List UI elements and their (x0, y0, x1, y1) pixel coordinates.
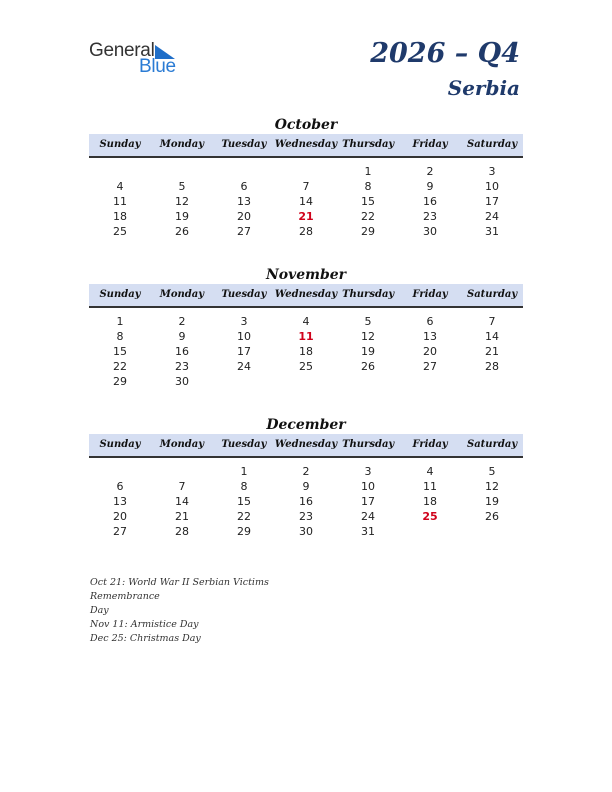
holiday-date-cell: 11 (298, 330, 314, 343)
date-cell (275, 164, 337, 179)
date-cell: 22 (237, 510, 251, 523)
weekday-label: Thursday (342, 289, 395, 300)
date-cell: 4 (116, 180, 124, 193)
month-name: October (274, 117, 338, 133)
date-cell: 13 (423, 330, 437, 343)
date-cell: 24 (361, 510, 375, 523)
week-row (89, 224, 523, 239)
date-cell: 18 (299, 345, 313, 358)
weekday-label: Thursday (342, 439, 395, 450)
date-cell: 10 (237, 330, 251, 343)
date-cell (89, 164, 151, 179)
date-cell: 9 (426, 180, 434, 193)
week-row (89, 194, 523, 209)
month-calendar (89, 266, 523, 389)
date-cell: 22 (113, 360, 127, 373)
holiday-note: Dec 25: Christmas Day (90, 633, 201, 644)
date-cell: 13 (113, 495, 127, 508)
holiday-date-cell: 21 (298, 210, 314, 223)
week-row (89, 494, 523, 509)
weekday-label: Saturday (466, 289, 518, 300)
date-cell: 14 (299, 195, 313, 208)
date-cell: 23 (299, 510, 313, 523)
date-cell: 25 (299, 360, 313, 373)
date-cell: 26 (485, 510, 499, 523)
date-cell: 2 (178, 315, 186, 328)
date-cell: 20 (113, 510, 127, 523)
date-cell (399, 374, 461, 389)
date-cell: 15 (237, 495, 251, 508)
date-cell: 19 (361, 345, 375, 358)
date-cell: 14 (175, 495, 189, 508)
week-row (89, 479, 523, 494)
date-cell: 3 (240, 315, 248, 328)
week-row (89, 524, 523, 539)
weekday-header (89, 284, 523, 308)
holiday-date-cell: 25 (422, 510, 438, 523)
weekday-label: Friday (412, 139, 448, 150)
date-cell: 21 (175, 510, 189, 523)
date-cell: 23 (423, 210, 437, 223)
date-cell: 18 (113, 210, 127, 223)
weekday-label: Monday (159, 139, 205, 150)
weekday-label: Saturday (466, 439, 518, 450)
date-cell: 26 (175, 225, 189, 238)
date-cell: 7 (302, 180, 310, 193)
week-row (89, 359, 523, 374)
week-row (89, 509, 523, 524)
week-row (89, 179, 523, 194)
date-cell (461, 374, 523, 389)
logo-text-blue: Blue (139, 56, 176, 77)
date-cell: 8 (364, 180, 372, 193)
date-cell: 10 (361, 480, 375, 493)
holiday-note: Oct 21: World War II Serbian Victims Remembrance (90, 577, 269, 602)
date-cell: 27 (237, 225, 251, 238)
date-cell: 4 (426, 465, 434, 478)
date-cell: 12 (175, 195, 189, 208)
date-cell: 24 (485, 210, 499, 223)
date-cell: 28 (299, 225, 313, 238)
date-cell: 31 (485, 225, 499, 238)
country-subtitle: Serbia (447, 76, 520, 100)
date-cell: 16 (423, 195, 437, 208)
date-cell: 20 (237, 210, 251, 223)
date-cell: 5 (364, 315, 372, 328)
date-cell: 7 (488, 315, 496, 328)
date-cell: 14 (485, 330, 499, 343)
date-cell (213, 374, 275, 389)
date-cell: 24 (237, 360, 251, 373)
date-cell (275, 374, 337, 389)
date-cell (337, 374, 399, 389)
date-cell: 28 (485, 360, 499, 373)
date-cell (213, 164, 275, 179)
date-cell: 5 (488, 465, 496, 478)
weekday-label: Wednesday (274, 139, 338, 150)
date-cell (151, 164, 213, 179)
date-cell: 6 (116, 480, 124, 493)
holiday-note: Day (90, 605, 109, 616)
date-cell: 29 (237, 525, 251, 538)
date-cell: 1 (116, 315, 124, 328)
date-cell: 27 (113, 525, 127, 538)
date-cell (399, 524, 461, 539)
weekday-label: Wednesday (274, 439, 338, 450)
weekday-header (89, 434, 523, 458)
date-cell: 15 (361, 195, 375, 208)
week-row (89, 209, 523, 224)
date-cell: 6 (426, 315, 434, 328)
month-calendar (89, 416, 523, 539)
date-cell: 4 (302, 315, 310, 328)
weekday-label: Sunday (99, 139, 141, 150)
month-name: November (265, 267, 347, 283)
date-cell: 19 (175, 210, 189, 223)
date-cell: 2 (426, 165, 434, 178)
date-cell (89, 464, 151, 479)
date-cell: 9 (302, 480, 310, 493)
date-cell: 16 (175, 345, 189, 358)
weekday-label: Saturday (466, 139, 518, 150)
date-cell: 10 (485, 180, 499, 193)
weekday-label: Friday (412, 289, 448, 300)
date-cell: 2 (302, 465, 310, 478)
date-cell: 21 (485, 345, 499, 358)
date-cell: 12 (485, 480, 499, 493)
date-cell: 9 (178, 330, 186, 343)
date-cell: 15 (113, 345, 127, 358)
date-cell: 6 (240, 180, 248, 193)
holiday-notes (90, 576, 330, 646)
date-cell: 1 (364, 165, 372, 178)
date-cell: 16 (299, 495, 313, 508)
date-cell: 8 (116, 330, 124, 343)
weekday-label: Sunday (99, 289, 141, 300)
date-cell: 28 (175, 525, 189, 538)
month-name: December (266, 417, 346, 433)
date-cell: 18 (423, 495, 437, 508)
week-row (89, 464, 523, 479)
page-title: 2026 – Q4 (370, 38, 520, 69)
weekday-label: Tuesday (221, 139, 267, 150)
date-cell: 11 (113, 195, 127, 208)
date-cell: 5 (178, 180, 186, 193)
date-cell: 23 (175, 360, 189, 373)
date-cell: 30 (423, 225, 437, 238)
date-cell: 27 (423, 360, 437, 373)
date-cell: 7 (178, 480, 186, 493)
date-cell: 20 (423, 345, 437, 358)
date-cell: 1 (240, 465, 248, 478)
date-cell: 30 (299, 525, 313, 538)
date-cell: 25 (113, 225, 127, 238)
weekday-label: Monday (159, 439, 205, 450)
weekday-label: Sunday (99, 439, 141, 450)
weekday-label: Monday (159, 289, 205, 300)
date-cell: 17 (237, 345, 251, 358)
date-cell: 12 (361, 330, 375, 343)
logo-text-general: General (89, 40, 155, 61)
date-cell: 3 (364, 465, 372, 478)
date-cell: 31 (361, 525, 375, 538)
date-cell (461, 524, 523, 539)
weekday-label: Tuesday (221, 439, 267, 450)
date-cell: 22 (361, 210, 375, 223)
weekday-header (89, 134, 523, 158)
date-cell: 26 (361, 360, 375, 373)
weekday-label: Thursday (342, 139, 395, 150)
weekday-label: Wednesday (274, 289, 338, 300)
date-cell: 19 (485, 495, 499, 508)
weekday-label: Friday (412, 439, 448, 450)
date-cell (151, 464, 213, 479)
week-row (89, 314, 523, 329)
week-row (89, 329, 523, 344)
generalblue-logo (89, 40, 199, 80)
date-cell: 13 (237, 195, 251, 208)
date-cell: 17 (361, 495, 375, 508)
month-calendar (89, 116, 523, 239)
date-cell: 17 (485, 195, 499, 208)
date-cell: 3 (488, 165, 496, 178)
week-row (89, 164, 523, 179)
date-cell: 29 (361, 225, 375, 238)
week-row (89, 344, 523, 359)
date-cell: 11 (423, 480, 437, 493)
holiday-note: Nov 11: Armistice Day (90, 619, 199, 630)
date-cell: 30 (175, 375, 189, 388)
weekday-label: Tuesday (221, 289, 267, 300)
date-cell: 29 (113, 375, 127, 388)
date-cell: 8 (240, 480, 248, 493)
week-row (89, 374, 523, 389)
